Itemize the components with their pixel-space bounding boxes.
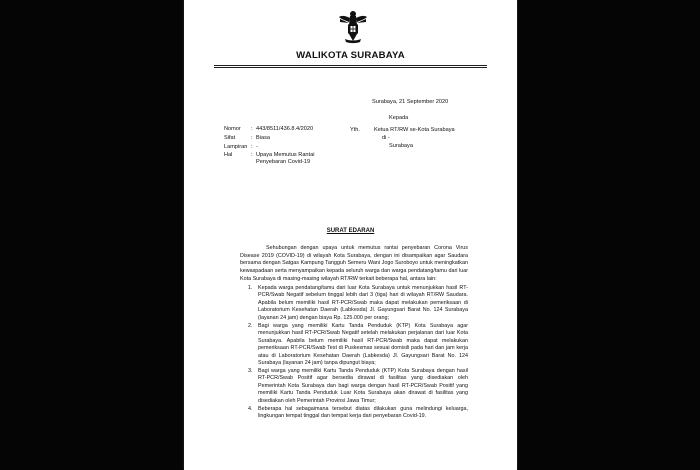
meta-label-lampiran: Lampiran	[224, 144, 248, 150]
document-title: SURAT EDARAN	[326, 228, 375, 234]
list-item-number: 2.	[248, 322, 253, 329]
intro-paragraph: Sehubungan dengan upaya untuk memutus rantai penyebaran Corona Virus Disease 2019 (COVID-19) di wilayah Kota Surabaya, dengan ini disampaikan agar Saudara bersama dengan Satgas Kampung Tangguh Semeru Wani Jogo Suroboyo untuk meningkatkan kewaspadaan serta menyampaikan kepada seluruh warga dan warga pendatang/tamu dari luar Kota Surabaya di masing-masing wilayah RT/RW terkait beberapa hal, antara lain:	[240, 245, 468, 282]
recipient-di: di -	[382, 135, 390, 141]
meta-value-hal-line2: Penyebaran Covid-19	[256, 159, 311, 165]
meta-colon: :	[251, 126, 253, 132]
instruction-list	[248, 285, 468, 421]
letterhead-rule-top	[214, 65, 487, 66]
list-item	[248, 285, 468, 322]
place-date: Surabaya, 21 September 2020	[372, 99, 449, 105]
list-item-text: Bagi warga yang memiliki Kartu Tanda Penduduk (KTP) Kota Surabaya dengan hasil RT-PCR/Swab Positif agar bersedia dirawat di fasilitas yang disediakan oleh Pemerintah Kota Surabaya dan bagi warga dengan hasil RT-PCR/Swab Positif yang memiliki Kartu Tanda Penduduk Luar Kota Surabaya akan dirawat di fasilitas yang disediakan oleh Pemerintah Provinsi Jawa Timur;	[258, 367, 468, 404]
list-item-text: Beberapa hal sebagaimana tersebut diatas dilakukan guna melindungi keluarga, lingkungan tempat tinggal dan tempat kerja dari penyebaran Covid-19.	[258, 405, 468, 420]
recipient-name: Ketua RT/RW se-Kota Surabaya	[374, 127, 455, 133]
letterhead-title: WALIKOTA SURABAYA	[296, 50, 405, 61]
meta-colon: :	[251, 144, 253, 150]
list-item-number: 3.	[248, 367, 253, 374]
meta-value-hal: Upaya Memutus Rantai	[256, 152, 315, 158]
meta-colon: :	[251, 152, 253, 158]
list-item	[248, 406, 468, 421]
recipient-city: Surabaya	[389, 143, 413, 149]
meta-value-lampiran: -	[256, 144, 258, 150]
meta-label-sifat: Sifat	[224, 135, 236, 141]
letterhead-rule-bottom	[214, 67, 487, 68]
list-item	[248, 368, 468, 405]
list-item-text: Kepada warga pendatang/tamu dari luar Kota Surabaya untuk menunjukkan hasil RT-PCR/Swab Negatif sebelum tinggal lebih dari 3 (tiga) hari di wilayah RT/RW Saudara. Apabila belum memiliki hasil RT-PCR/Swab maka dapat melakukan pemeriksaan di Laboratorium Kesehatan Daerah (Labkesda) Jl. Gayungsari Barat No. 124 Surabaya (layanan 24 jam) dengan biaya Rp. 125.000 per orang;	[258, 285, 468, 321]
meta-colon: :	[251, 135, 253, 141]
list-item	[248, 323, 468, 368]
list-item-number: 1.	[248, 285, 253, 291]
meta-value-sifat: Biasa	[256, 135, 270, 141]
meta-label-hal: Hal	[224, 152, 233, 158]
meta-label-nomor: Nomor	[224, 126, 241, 132]
meta-value-nomor: 443/8511/436.8.4/2020	[256, 126, 314, 132]
list-item-text: Bagi warga yang memiliki Kartu Tanda Penduduk (KTP) Kota Surabaya agar menunjukkan hasil RT-PCR/Swab Negatif setelah melakukan perjalanan dari luar Kota Surabaya. Apabila belum memiliki hasil RT-PCR/Swab maka dapat melakukan pemeriksaan RT-PCR/Swab Test di Puskesmas sesuai domisili pada hari dan jam kerja atau di Laboratorium Kesehatan Daerah (Labkesda) Jl. Gayungsari Barat No. 124 Surabaya (layanan 24 jam) tanpa dipungut biaya;	[258, 322, 468, 367]
garuda-crest-icon	[339, 10, 367, 44]
recipient-kepada: Kepada	[389, 115, 409, 121]
recipient-yth: Yth.	[350, 127, 360, 133]
list-item-number: 4.	[248, 405, 253, 412]
letter-page	[184, 0, 517, 470]
